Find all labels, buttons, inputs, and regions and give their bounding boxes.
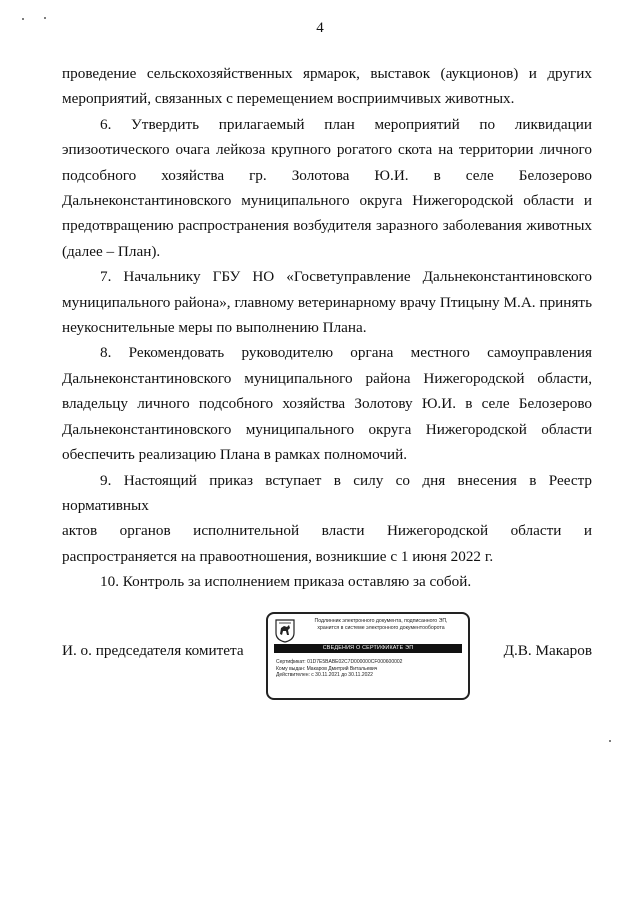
- paragraph-line: 9. Настоящий приказ вступает в силу со дня внесения в Реестр нормативных: [62, 471, 592, 514]
- signer-name: Д.В. Макаров: [503, 642, 592, 659]
- stamp-notice-line: хранится в системе электронного документооборота: [317, 624, 445, 631]
- paragraph-line: 6. Утвердить прилагаемый план мероприятий по ликвидации: [100, 115, 592, 133]
- electronic-signature-stamp: [266, 612, 470, 700]
- paragraph-line: проведение сельскохозяйственных ярмарок, выставок (аукционов) и других: [62, 65, 592, 82]
- paragraph-line: Дальнеконстантиновского муниципального района Нижегородской области,: [62, 369, 592, 387]
- stamp-validity: Действителен: с 30.11.2021 до 30.11.2022: [276, 672, 373, 679]
- paragraph-line: 10. Контроль за исполнением приказа оставляю за собой.: [100, 573, 472, 591]
- paragraph-line: предотвращению распространения возбудителя заразного заболевания животных: [62, 217, 592, 235]
- paragraph-line: обеспечить реализацию Плана в рамках полномочий.: [62, 446, 408, 464]
- paragraph-line: Дальнеконстантиновского муниципального округа Нижегородской области и: [62, 192, 592, 210]
- scan-speck: [609, 740, 611, 742]
- stamp-issued-to: Кому выдан: Макаров Дмитрий Витальевич: [276, 665, 378, 672]
- document-body: [62, 61, 592, 595]
- paragraph-line: Дальнеконстантиновского муниципального округа Нижегородской области: [62, 420, 592, 438]
- scan-speck: [44, 17, 46, 19]
- paragraph-line: 8. Рекомендовать руководителю органа местного самоуправления: [100, 344, 592, 362]
- stamp-certificate-serial: Сертификат: 01D7E5BABE02C7D000000CF000600002: [276, 659, 403, 665]
- signer-title: И. о. председателя комитета: [62, 642, 244, 659]
- paragraph-line: 7. Начальнику ГБУ НО «Госветуправление Дальнеконстантиновского: [100, 268, 592, 286]
- scan-speck: [22, 18, 24, 20]
- paragraph-line: неукоснительные меры по выполнению Плана.: [62, 319, 367, 337]
- paragraph-line: подсобного хозяйства гр. Золотова Ю.И. в селе Белозерово: [62, 166, 592, 184]
- stamp-certificate-details: [276, 659, 464, 679]
- paragraph-line: распространяется на правоотношения, возникшие с 1 июня 2022 г.: [62, 547, 494, 565]
- paragraph-line: (далее – План).: [62, 242, 161, 260]
- stamp-notice-line: Подлинник электронного документа, подписанного ЭП,: [314, 618, 448, 624]
- page-number: 4: [316, 20, 324, 36]
- paragraph-line: мероприятий, связанных с перемещением восприимчивых животных.: [62, 90, 515, 108]
- stamp-banner: СВЕДЕНИЯ О СЕРТИФИКАТЕ ЭП: [274, 644, 462, 653]
- paragraph-line: владельцу личного подсобного хозяйства Золотову Ю.И. в селе Белозерово: [62, 395, 592, 413]
- signature-block: [62, 612, 592, 702]
- paragraph-line: актов органов исполнительной власти Нижегородской области и: [62, 522, 592, 540]
- coat-of-arms-icon: [275, 619, 295, 643]
- stamp-notice: [300, 618, 462, 631]
- paragraph-line: эпизоотического очага лейкоза крупного рогатого скота на территории личного: [62, 141, 592, 159]
- paragraph-line: муниципального района», главному ветеринарному врачу Птицыну М.А. принять: [62, 293, 592, 311]
